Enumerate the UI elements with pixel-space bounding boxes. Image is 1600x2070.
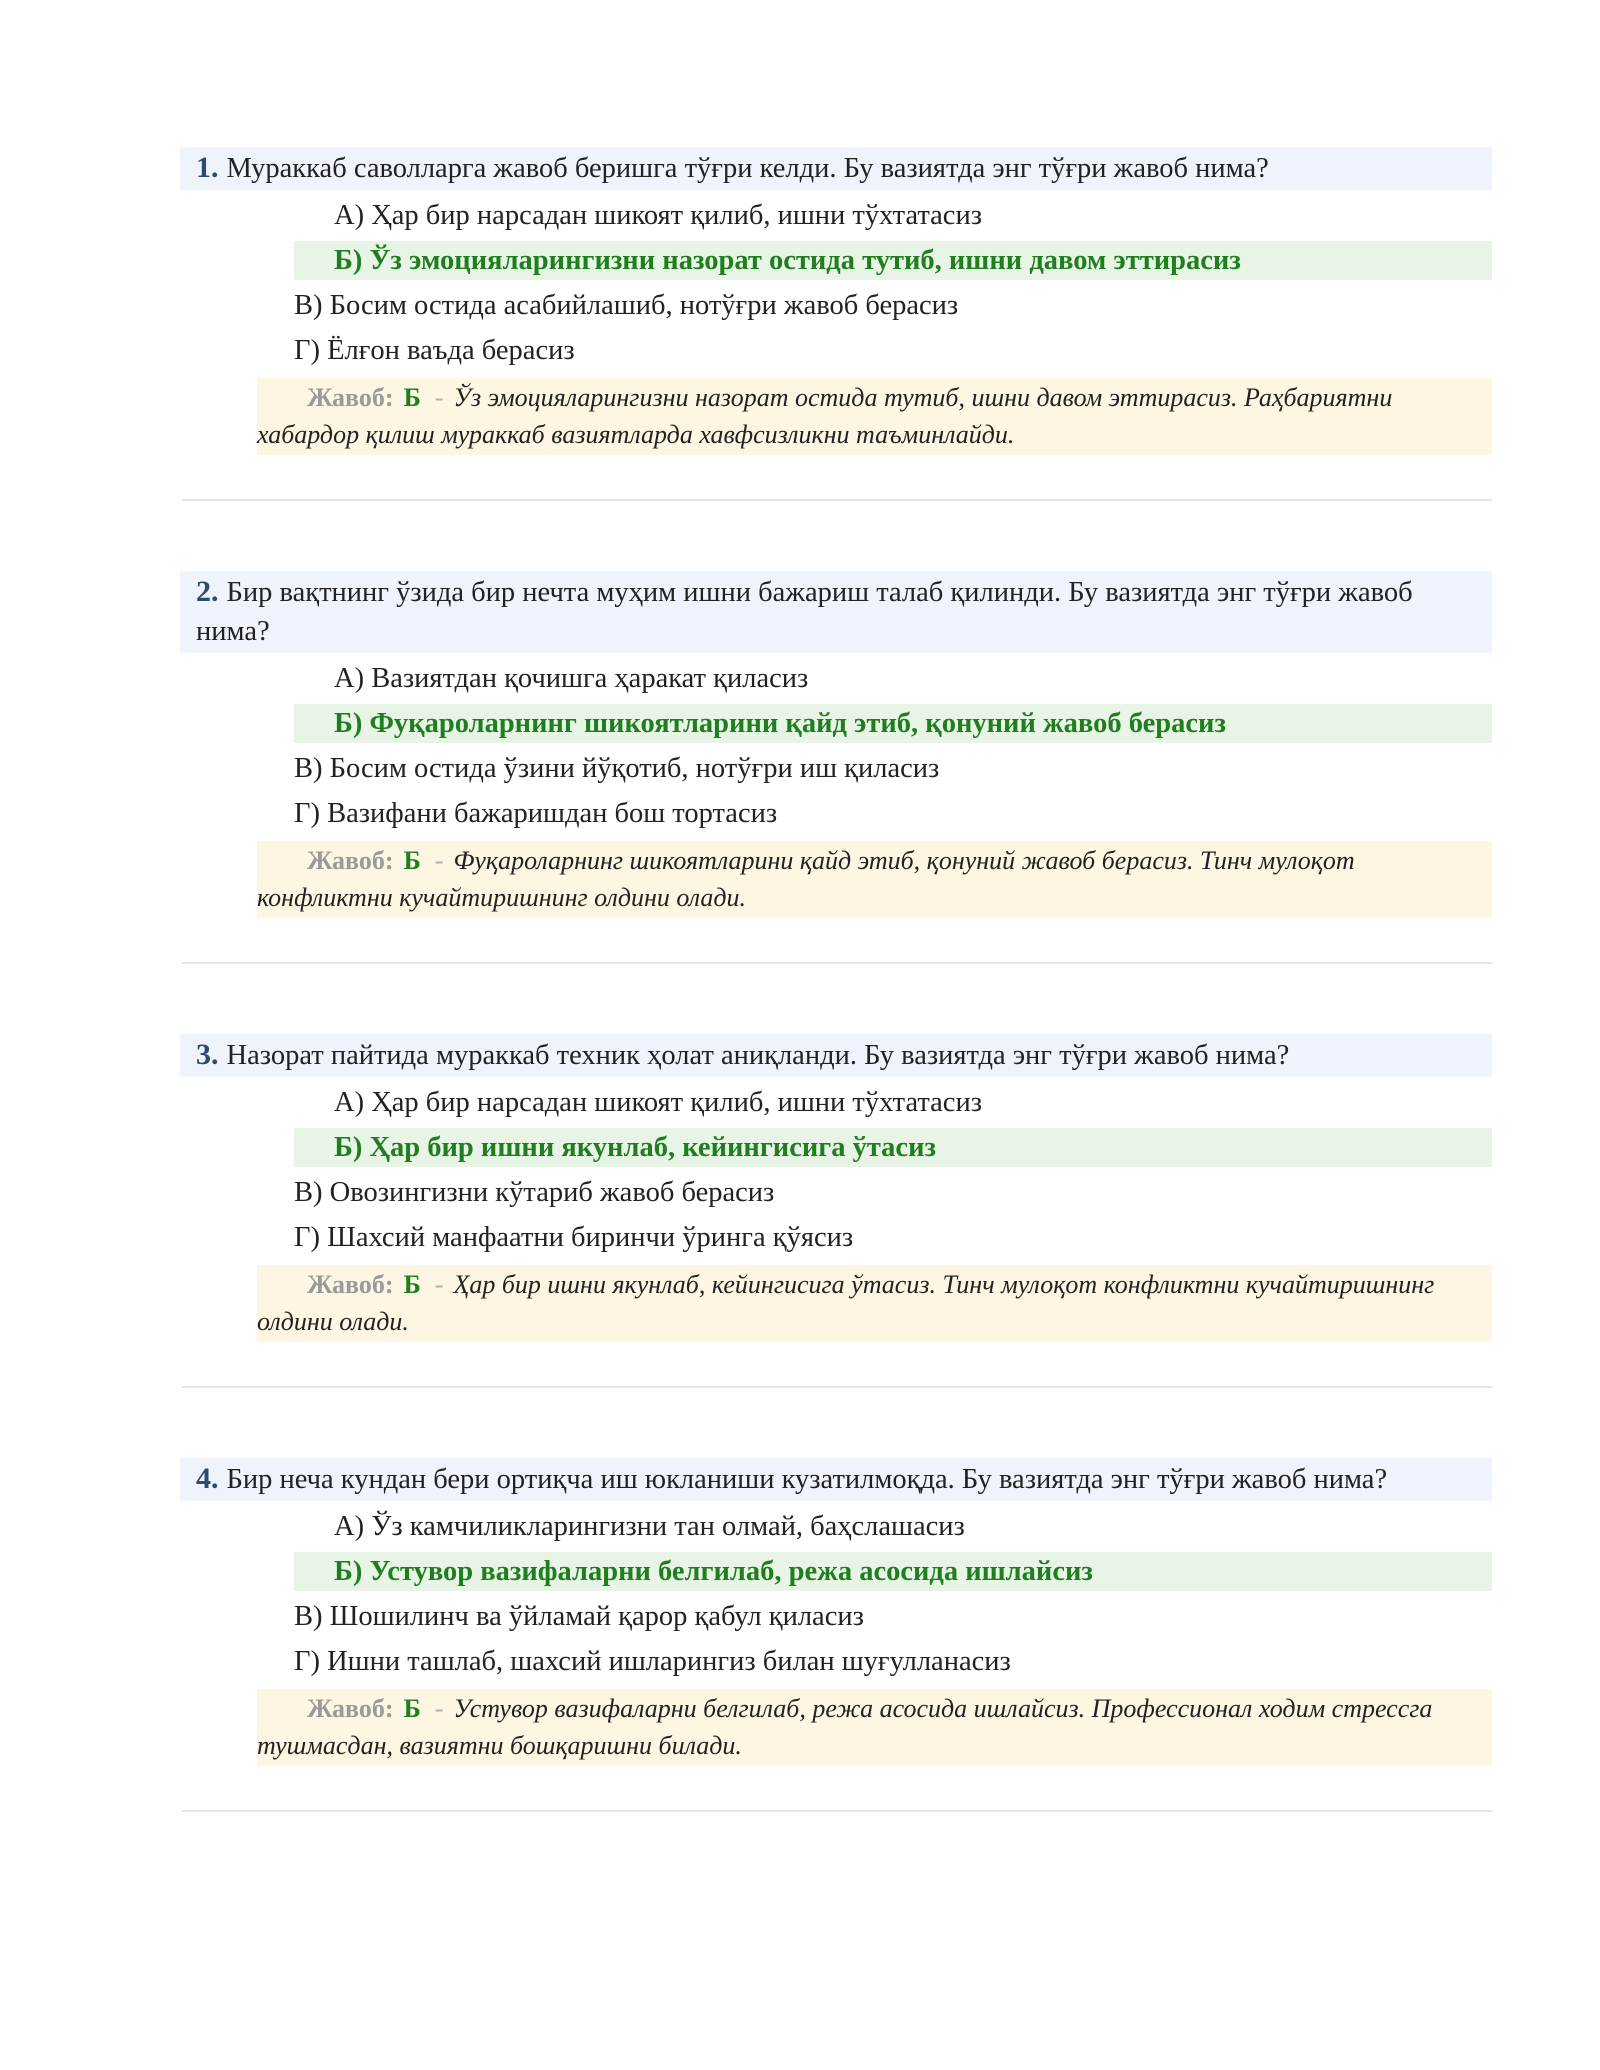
answer-explanation: Фуқароларнинг шикоятларини қайд этиб, қонуний жавоб берасиз. Тинч мулоқот конфликтни кучайтиришнинг олдини олади. xyxy=(257,846,1355,912)
option-b-correct: Б) Ўз эмоцияларингизни назорат остида тутиб, ишни давом эттирасиз xyxy=(294,241,1492,280)
answer-box xyxy=(257,1265,1492,1342)
question-number: 4. xyxy=(196,1462,219,1495)
answer-letter: Б xyxy=(403,1694,421,1723)
answer-letter: Б xyxy=(403,1270,421,1299)
option-v: В) Босим остида ўзини йўқотиб, нотўғри иш қиласиз xyxy=(294,753,940,784)
answer-letter: Б xyxy=(403,383,421,412)
question-text: Бир вақтнинг ўзида бир нечта муҳим ишни бажариш талаб қилинди. Бу вазиятда энг тўғри жавоб нима? xyxy=(196,577,1413,647)
option-b-correct: Б) Устувор вазифаларни белгилаб, режа асосида ишлайсиз xyxy=(294,1552,1492,1591)
option-a: А) Вазиятдан қочишга ҳаракат қиласиз xyxy=(334,663,809,694)
answer-label: Жавоб: xyxy=(307,1270,394,1299)
option-v: В) Шошилинч ва ўйламай қарор қабул қиласиз xyxy=(294,1601,864,1632)
option-g: Г) Шахсий манфаатни биринчи ўринга қўясиз xyxy=(294,1222,854,1253)
question-header xyxy=(180,147,1492,190)
divider xyxy=(182,1810,1492,1812)
answer-dash: - xyxy=(434,846,444,875)
option-a: А) Ўз камчиликларингизни тан олмай, баҳслашасиз xyxy=(334,1511,965,1542)
question-text: Назорат пайтида мураккаб техник ҳолат аниқланди. Бу вазиятда энг тўғри жавоб нима? xyxy=(226,1040,1290,1071)
option-a: А) Ҳар бир нарсадан шикоят қилиб, ишни тўхтатасиз xyxy=(334,200,982,231)
option-v: В) Овозингизни кўтариб жавоб берасиз xyxy=(294,1177,775,1208)
answer-box xyxy=(257,1689,1492,1766)
answer-explanation: Устувор вазифаларни белгилаб, режа асосида ишлайсиз. Профессионал ходим стрессга тушмасдан, вазиятни бошқаришни билади. xyxy=(257,1694,1433,1760)
option-g: Г) Ёлғон ваъда берасиз xyxy=(294,335,575,366)
question-number: 3. xyxy=(196,1038,219,1071)
option-b-correct: Б) Ҳар бир ишни якунлаб, кейингисига ўтасиз xyxy=(294,1128,1492,1167)
answer-explanation: Ҳар бир ишни якунлаб, кейингисига ўтасиз. Тинч мулоқот конфликтни кучайтиришнинг олдини олади. xyxy=(257,1270,1435,1336)
answer-box xyxy=(257,378,1492,455)
answer-dash: - xyxy=(434,1694,444,1723)
question-header xyxy=(180,1458,1492,1501)
option-g: Г) Вазифани бажаришдан бош тортасиз xyxy=(294,798,778,829)
question-header xyxy=(180,571,1492,653)
option-b-correct: Б) Фуқароларнинг шикоятларини қайд этиб, қонуний жавоб берасиз xyxy=(294,704,1492,743)
option-v: В) Босим остида асабийлашиб, нотўғри жавоб берасиз xyxy=(294,290,959,321)
answer-letter: Б xyxy=(403,846,421,875)
question-text: Мураккаб саволларга жавоб беришга тўғри келди. Бу вазиятда энг тўғри жавоб нима? xyxy=(226,153,1269,184)
answer-dash: - xyxy=(434,1270,444,1299)
question-number: 2. xyxy=(196,575,219,608)
question-block-2 xyxy=(182,571,1492,964)
question-block-4 xyxy=(182,1458,1492,1812)
question-text: Бир неча кундан бери ортиқча иш юкланиши кузатилмоқда. Бу вазиятда энг тўғри жавоб нима? xyxy=(226,1464,1388,1495)
question-block-3 xyxy=(182,1034,1492,1388)
divider xyxy=(182,499,1492,501)
answer-dash: - xyxy=(434,383,444,412)
option-g: Г) Ишни ташлаб, шахсий ишларингиз билан шуғулланасиз xyxy=(294,1646,1011,1677)
question-header xyxy=(180,1034,1492,1077)
answer-box xyxy=(257,841,1492,918)
option-a: А) Ҳар бир нарсадан шикоят қилиб, ишни тўхтатасиз xyxy=(334,1087,982,1118)
answer-label: Жавоб: xyxy=(307,1694,394,1723)
quiz-page xyxy=(182,147,1492,1812)
answer-explanation: Ўз эмоцияларингизни назорат остида тутиб, ишни давом эттирасиз. Раҳбариятни хабардор қилиш мураккаб вазиятларда хавфсизликни таъминлайди. xyxy=(257,383,1393,449)
question-block-1 xyxy=(182,147,1492,501)
answer-label: Жавоб: xyxy=(307,383,394,412)
answer-label: Жавоб: xyxy=(307,846,394,875)
divider xyxy=(182,1386,1492,1388)
divider xyxy=(182,962,1492,964)
question-number: 1. xyxy=(196,151,219,184)
